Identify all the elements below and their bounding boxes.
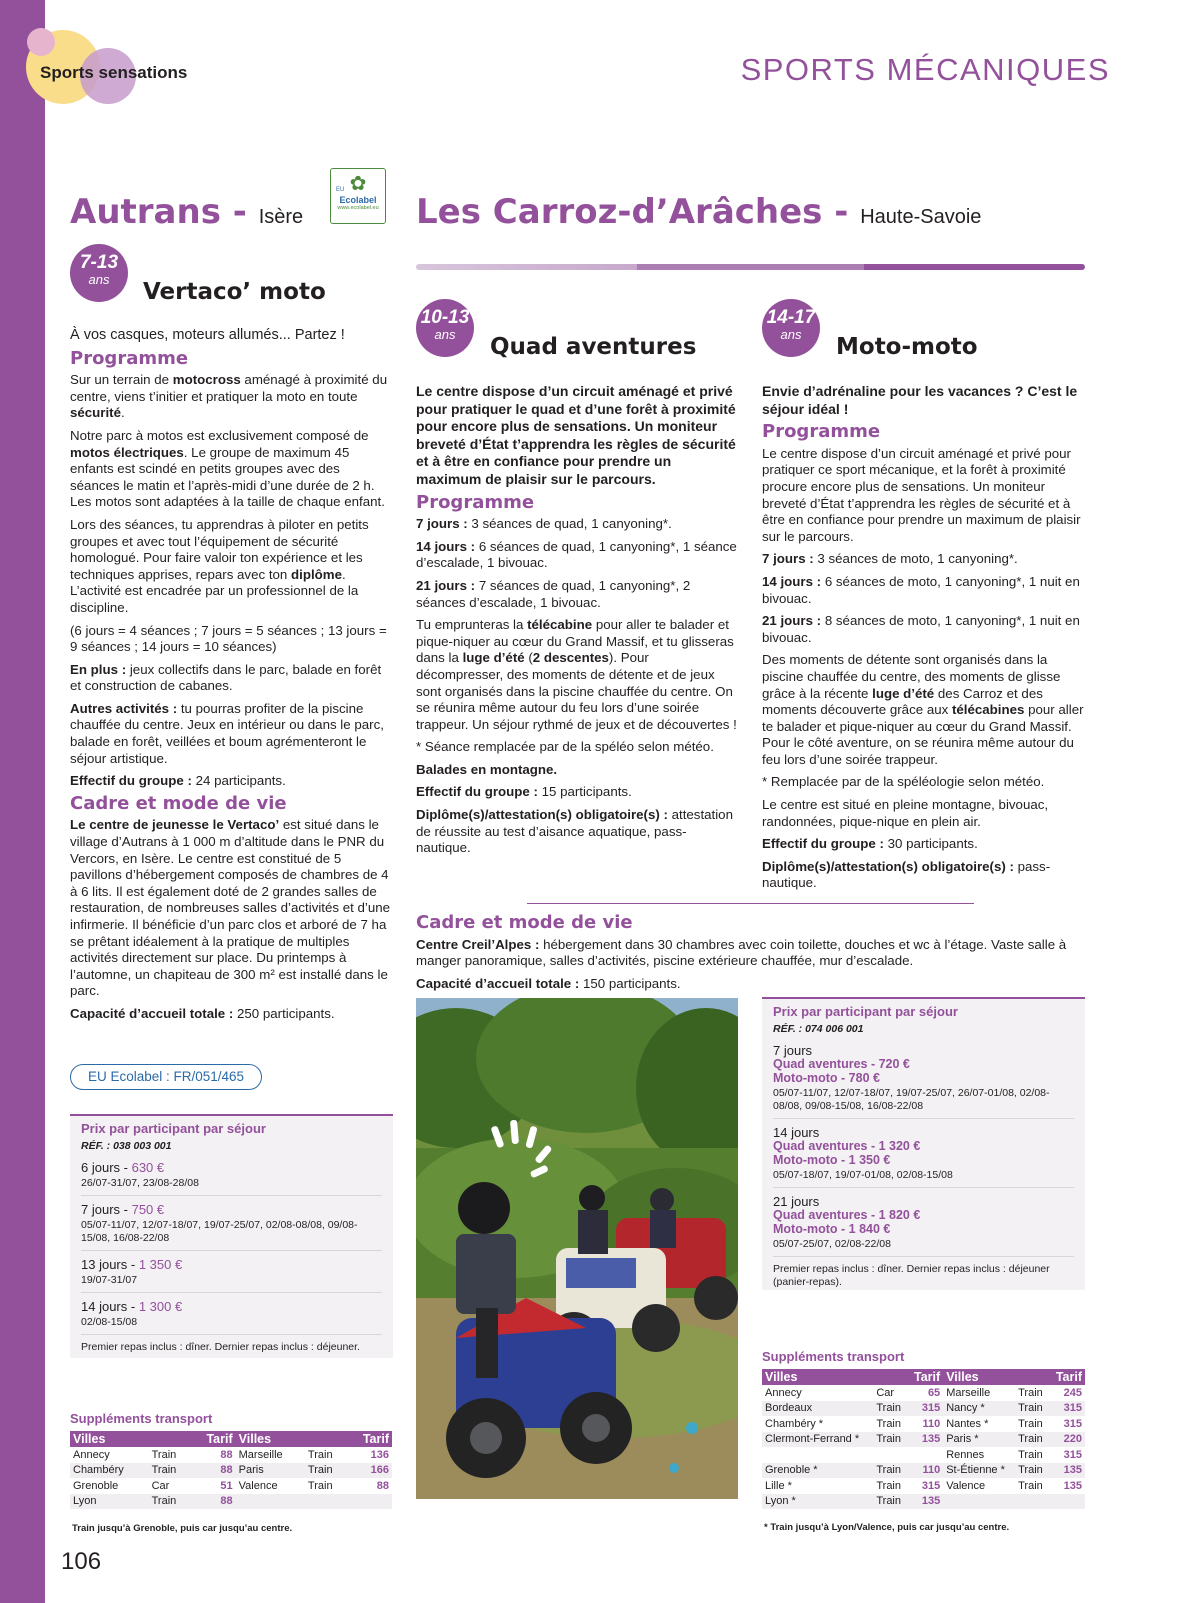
price-header: Prix par participant par séjour bbox=[81, 1121, 266, 1136]
paragraph-capacite: Capacité d’accueil totale : 250 participants. bbox=[70, 1005, 335, 1021]
table-row: Chambéry * Train 110 Nantes * Train 315 bbox=[765, 1417, 1082, 1430]
quad-photo bbox=[416, 998, 738, 1499]
price-entry: 14 jours - 1 300 € 02/08-15/08 bbox=[81, 1299, 382, 1335]
paragraph-motocross: Sur un terrain de motocross aménagé à proximité du centre, viens t’initier et pratiquer la moto en toute sécurité. bbox=[70, 372, 388, 421]
table-row: Clermont-Ferrand * Train 135 Paris * Train 220 bbox=[762, 1432, 1085, 1448]
price-note: Premier repas inclus : dîner. Dernier repas inclus : déjeuner (panier-repas). bbox=[773, 1263, 1050, 1288]
paragraph-detente: Des moments de détente sont organisés dans la piscine chauffée du centre, des moments de glisse grâce à la récente luge d’été des Carroz et des moments découverte grâce aux télécabines pour aller te balader et pique-niquer au cœur du Grand Massif. Pour le côté aventure, on se réunira même autour du feu lors d’une soirée trappeur. bbox=[762, 652, 1084, 767]
eu-ecolabel-logo bbox=[330, 168, 386, 224]
table-row: Grenoble Car 51 Valence Train 88 bbox=[73, 1479, 389, 1492]
line-7-jours: 7 jours : 3 séances de quad, 1 canyoning*. bbox=[416, 516, 672, 532]
programme-heading: Programme bbox=[762, 421, 881, 443]
quad-note: * Séance remplacée par de la spéléo selon météo. bbox=[416, 739, 714, 755]
age-badge-vertaco bbox=[70, 244, 128, 302]
paragraph-electric: Notre parc à motos est exclusivement composé de motos électriques. Le groupe de maximum 45 enfants est scindé en petits groupes avec des séances le matin et l’après-midi d’une durée de 2 h. Les motos sont adaptées à la taille de chaque enfant. bbox=[70, 427, 385, 510]
paragraph-telecabine: Tu emprunteras la télécabine pour aller te balader et pique-niquer au cœur du Grand Massif, et tu glisseras dans la luge d’été (2 descentes). Pour décompresser, des moments de détente et de jeux sont organisés dans la piscine chauffée du centre. On se réunira même autour du feu lors d’une soirée trappeur. Un séjour rythmé de jeux et de découvertes ! bbox=[416, 617, 737, 732]
line-14-jours: 14 jours : 6 séances de quad, 1 canyoning*, 1 séance d’escalade, 1 bivouac. bbox=[416, 538, 737, 571]
stay-title-quad: Quad aventures bbox=[490, 334, 697, 360]
ecolabel-label: Ecolabel bbox=[339, 195, 377, 205]
programme-heading: Programme bbox=[70, 347, 189, 369]
price-entry: 6 jours - 630 € 26/07-31/07, 23/08-28/08 bbox=[81, 1160, 382, 1196]
price-entry: 7 jours Quad aventures - 720 € Moto-moto - 780 € 05/07-11/07, 12/07-18/07, 19/07-25/07, 26/07-01/08, 02/08-08/08, 09/08-15/08, 16/08-22/08 bbox=[773, 1043, 1074, 1119]
stay-title-moto: Moto-moto bbox=[836, 334, 978, 360]
transport-footnote: * Train jusqu’à Lyon/Valence, puis car jusqu’au centre. bbox=[764, 1522, 1010, 1533]
price-entry: 7 jours - 750 € 05/07-11/07, 12/07-18/07, 19/07-25/07, 02/08-08/08, 09/08-15/08, 16/08-22/08 bbox=[81, 1202, 382, 1251]
quad-riders-image bbox=[416, 998, 738, 1499]
paragraph-creil-alpes: Centre Creil’Alpes : hébergement dans 30 chambres avec coin toilette, douches et wc à l’étage. Vaste salle à manger panoramique, salles d’activités, piscine extérieure chauffée, mur d’escalade. bbox=[416, 936, 1067, 969]
price-entry: 13 jours - 1 350 € 19/07-31/07 bbox=[81, 1257, 382, 1293]
transport-header: Suppléments transport bbox=[70, 1411, 213, 1426]
paragraph-effectif: Effectif du groupe : 24 participants. bbox=[70, 773, 286, 789]
badge-circle-pink bbox=[27, 28, 55, 56]
price-entry: 21 jours Quad aventures - 1 820 € Moto-moto - 1 840 € 05/07-25/07, 02/08-22/08 bbox=[773, 1194, 1074, 1257]
price-box-carroz bbox=[762, 997, 1085, 1290]
line-14-jours: 14 jours : 6 séances de moto, 1 canyoning*, 1 nuit en bivouac. bbox=[762, 573, 1080, 606]
table-row: Lille * Train 315 Valence Train 135 bbox=[765, 1479, 1082, 1492]
transport-footnote: Train jusqu’à Grenoble, puis car jusqu’au centre. bbox=[72, 1523, 293, 1534]
price-header: Prix par participant par séjour bbox=[773, 1004, 958, 1019]
moto-programme-text: Le centre dispose d’un circuit aménagé et privé pour pratiquer ce sport mécanique, et la forêt à proximité procure encore plus de sensations. Un moniteur breveté d’État t’apprendra les règles de sécurité et à être en confiance pour prendre un maximum de plaisir sur le parcours. bbox=[762, 445, 1081, 544]
age-range: 7-13 bbox=[79, 252, 119, 273]
location-region: Haute-Savoie bbox=[860, 206, 982, 228]
table-row: Annecy Car 65 Marseille Train 245 bbox=[765, 1386, 1082, 1399]
paragraph-sessions: Lors des séances, tu apprendras à piloter en petits groupes et avec tout l’équipement de sécurité homologué. Pour faire valoir ton expérience et les techniques apprises, repars avec ton diplôme. L’activité est encadrée par un professionnel de la discipline. bbox=[70, 516, 369, 615]
line-21-jours: 21 jours : 8 séances de moto, 1 canyoning*, 1 nuit en bivouac. bbox=[762, 613, 1080, 645]
transport-table-vertaco: Villes Tarif Villes Tarif Annecy Train 88 Marseille Train 136 Chambéry Train 88 Paris Train 166 Grenoble Car 51 Valence Train 88 Lyon Train 88 bbox=[70, 1431, 392, 1509]
quad-lead: Le centre dispose d’un circuit aménagé et privé pour pratiquer le quad et d’une forêt à proximité pour encore plus de sensations. Un moniteur breveté d’État t’apprendra les règles de sécurité et à être en confiance pour prendre un maximum de plaisir sur le parcours. bbox=[416, 383, 736, 487]
category-badge: Sports sensations bbox=[40, 63, 188, 82]
intro-text: À vos casques, moteurs allumés... Partez ! bbox=[70, 327, 345, 343]
section-divider-bar bbox=[416, 264, 1085, 270]
cadre-heading: Cadre et mode de vie bbox=[70, 792, 287, 814]
table-row: Grenoble * Train 110 St-Étienne * Train 135 bbox=[762, 1463, 1085, 1479]
location-name: Les Carroz-d’Arâches - bbox=[416, 192, 861, 232]
ecolabel-pill: EU Ecolabel : FR/051/465 bbox=[70, 1064, 262, 1090]
price-ref: RÉF. : 038 003 001 bbox=[81, 1140, 172, 1152]
location-name: Autrans - bbox=[70, 192, 259, 232]
transport-header: Suppléments transport bbox=[762, 1349, 905, 1364]
ecolabel-eu: EU bbox=[336, 187, 345, 193]
vertaco-body bbox=[70, 327, 393, 1029]
age-badge-moto: 14-17 ans bbox=[762, 299, 820, 357]
carroz-cadre bbox=[416, 909, 1085, 998]
left-color-band bbox=[0, 0, 45, 1603]
price-box-vertaco bbox=[70, 1114, 393, 1358]
line-7-jours: 7 jours : 3 séances de moto, 1 canyoning*. bbox=[762, 551, 1018, 567]
age-badge-quad: 10-13 ans bbox=[416, 299, 474, 357]
cadre-heading: Cadre et mode de vie bbox=[416, 912, 633, 933]
moto-effectif: Effectif du groupe : 30 participants. bbox=[762, 836, 978, 852]
moto-body bbox=[762, 383, 1085, 898]
paragraph-en-plus: En plus : jeux collectifs dans le parc, balade en forêt et construction de cabanes. bbox=[70, 661, 382, 694]
table-row: Rennes Train 315 bbox=[946, 1448, 1082, 1461]
paragraph-cadre: Le centre de jeunesse le Vertaco’ est situé dans le village d’Autrans à 1 000 m d’altitude dans le PNR du Vercors, en Isère. Le centre est constitué de 5 pavillons d’hébergement composés de chambres de 4 à 6 lits. Il est également doté de 2 grandes salles de restauration, de nombreuses salles d’activités et d’une infirmerie. Il bénéficie d’un parc clos et arboré de 7 ha se prêtant idéalement à la pratique de multiples activités directement sur place. Du printemps à l’automne, un chapiteau de 300 m² est installé dans le parc. bbox=[70, 817, 391, 999]
location-heading-autrans bbox=[70, 192, 303, 232]
table-row: Bordeaux Train 315 Nancy * Train 315 bbox=[762, 1401, 1085, 1417]
moto-diplome: Diplôme(s)/attestation(s) obligatoire(s) : pass-nautique. bbox=[762, 858, 1051, 891]
line-21-jours: 21 jours : 7 séances de quad, 1 canyoning*, 2 séances d’escalade, 1 bivouac. bbox=[416, 577, 691, 610]
section-title: SPORTS MÉCANIQUES bbox=[740, 52, 1110, 87]
table-row: Annecy Train 88 Marseille Train 136 bbox=[73, 1448, 389, 1461]
page-number: 106 bbox=[61, 1548, 102, 1575]
location-region: Isère bbox=[258, 206, 304, 228]
location-heading-carroz bbox=[416, 192, 981, 232]
quad-diplome: Diplôme(s)/attestation(s) obligatoire(s) : attestation de réussite au test d’aisance aquatique, pass-nautique. bbox=[416, 807, 733, 856]
flower-icon: ✿ bbox=[349, 173, 367, 195]
paragraph-autres: Autres activités : tu pourras profiter de la piscine chauffée du centre. Jeux en intérieur ou dans le parc, balade en forêt, veillées et boum agrémenteront le séjour artistique. bbox=[70, 700, 384, 766]
age-unit: ans bbox=[88, 272, 110, 287]
balades: Balades en montagne. bbox=[416, 761, 558, 777]
paragraph-session-count: (6 jours = 4 séances ; 7 jours = 5 séances ; 13 jours = 9 séances ; 14 jours = 10 séances) bbox=[70, 622, 387, 655]
price-note: Premier repas inclus : dîner. Dernier repas inclus : déjeuner. bbox=[81, 1341, 360, 1353]
stay-title-vertaco: Vertaco’ moto bbox=[143, 279, 326, 305]
quad-effectif: Effectif du groupe : 15 participants. bbox=[416, 784, 632, 800]
quad-body bbox=[416, 383, 738, 863]
ecolabel-url: www.ecolabel.eu bbox=[337, 205, 379, 211]
moto-centre: Le centre est situé en pleine montagne, bivouac, randonnées, pique-nique en plein air. bbox=[762, 797, 1049, 829]
divider-line bbox=[527, 903, 974, 904]
moto-lead: Envie d’adrénaline pour les vacances ? C’est le séjour idéal ! bbox=[762, 383, 1078, 417]
programme-heading: Programme bbox=[416, 491, 535, 513]
table-row: Lyon * Train 135 bbox=[762, 1494, 1085, 1510]
paragraph-capacite: Capacité d’accueil totale : 150 participants. bbox=[416, 975, 681, 991]
table-row: Lyon Train 88 bbox=[70, 1494, 392, 1510]
moto-note: * Remplacée par de la spéléologie selon météo. bbox=[762, 774, 1045, 790]
price-ref: RÉF. : 074 006 001 bbox=[773, 1023, 864, 1035]
price-entry: 14 jours Quad aventures - 1 320 € Moto-moto - 1 350 € 05/07-18/07, 19/07-01/08, 02/08-15/08 bbox=[773, 1125, 1074, 1188]
table-row: Chambéry Train 88 Paris Train 166 bbox=[70, 1463, 392, 1479]
transport-table-carroz: Villes Tarif Villes Tarif Annecy Car 65 Marseille Train 245 Bordeaux Train 315 Nancy * Train 315 Chambéry * Train 110 Nantes * Train 315 Clermont-Ferrand * Train 135 Paris * Train 220 Rennes Train 315 Grenoble * Train 110 St-Étienne * Train 135 Lille * Train 315 Valence Train 135 Lyon * Train 135 bbox=[762, 1369, 1085, 1509]
